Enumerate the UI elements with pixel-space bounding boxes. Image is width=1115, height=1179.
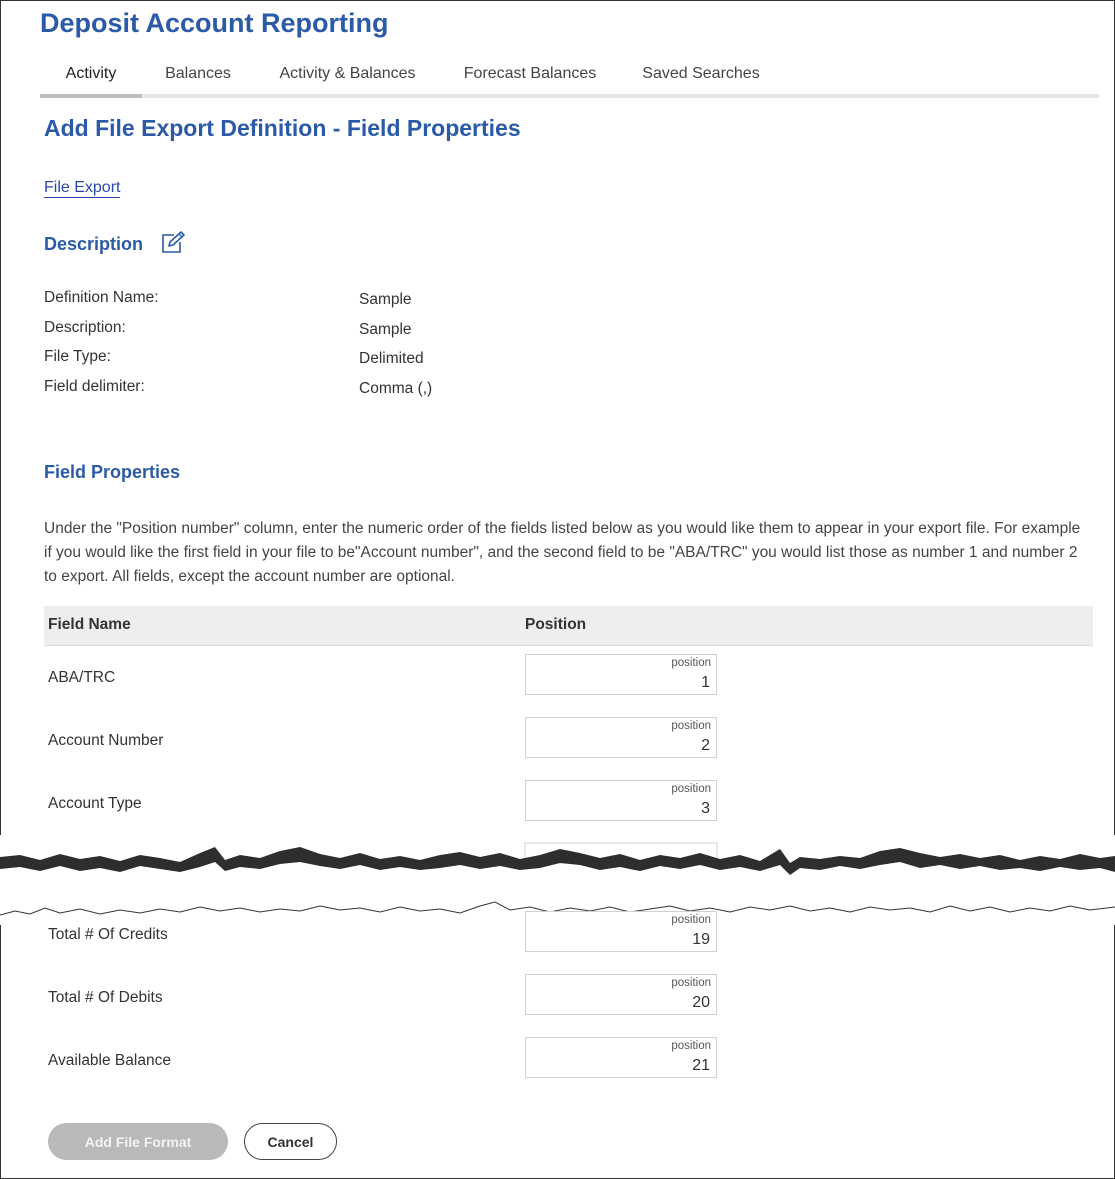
description-value: Sample: [359, 321, 412, 338]
page-title: Add File Export Definition - Field Properties: [44, 115, 521, 141]
app-title: Deposit Account Reporting: [40, 8, 389, 38]
description-label: Description:: [44, 319, 126, 336]
tab-activity[interactable]: Activity: [65, 65, 117, 82]
table-header: [44, 606, 1093, 646]
field-properties-heading: Field Properties: [44, 462, 181, 482]
tab-balances[interactable]: Balances: [165, 65, 231, 82]
add-file-format-button[interactable]: Add File Format: [48, 1123, 228, 1160]
position-caption: position: [671, 720, 711, 732]
position-value: 19: [692, 931, 710, 948]
row-label-total-credits: Total # Of Credits: [48, 926, 168, 943]
row-label-available-balance: Available Balance: [48, 1052, 171, 1069]
position-value: 21: [692, 1057, 710, 1074]
tab-forecast-balances[interactable]: Forecast Balances: [463, 65, 597, 82]
tab-activity-balances[interactable]: Activity & Balances: [279, 65, 416, 82]
breadcrumb-file-export[interactable]: File Export: [44, 179, 121, 196]
position-input-available-balance[interactable]: [525, 1037, 717, 1078]
edit-icon[interactable]: [160, 231, 186, 255]
field-delimiter-label: Field delimiter:: [44, 378, 145, 395]
position-value: 2: [701, 737, 710, 754]
row-label-account-number: Account Number: [48, 732, 164, 749]
field-delimiter-value: Comma (,): [359, 380, 433, 397]
column-header-field-name: Field Name: [48, 616, 131, 633]
tab-saved-searches[interactable]: Saved Searches: [642, 65, 760, 82]
position-input-total-credits[interactable]: [525, 911, 717, 952]
row-label-account-type: Account Type: [48, 795, 142, 812]
row-label-aba-trc: ABA/TRC: [48, 669, 116, 686]
definition-name-label: Definition Name:: [44, 289, 159, 306]
tab-bar: [40, 58, 1099, 98]
position-input-aba-trc[interactable]: [525, 654, 717, 695]
position-input-total-debits[interactable]: [525, 974, 717, 1015]
position-value: 20: [692, 994, 710, 1011]
active-tab-indicator: [40, 94, 142, 98]
definition-name-value: Sample: [359, 291, 412, 308]
position-caption: position: [671, 657, 711, 669]
cancel-button[interactable]: Cancel: [244, 1123, 337, 1160]
position-value: 3: [701, 800, 710, 817]
column-header-position: Position: [525, 616, 587, 633]
field-properties-instructions: Under the "Position number" column, enter the numeric order of the fields listed below as you would like them to appear in your export file. For example if you would like the first field in your file to be"Account number", and the second field to be "ABA/TRC" you would list those as number 1 and number 2 to export. All fields, except the account number are optional.: [44, 520, 1081, 585]
file-type-value: Delimited: [359, 350, 424, 367]
position-caption: position: [671, 1040, 711, 1052]
row-label-total-debits: Total # Of Debits: [48, 989, 163, 1006]
position-caption: position: [671, 783, 711, 795]
position-input-account-number[interactable]: [525, 717, 717, 758]
file-type-label: File Type:: [44, 348, 111, 365]
description-heading: Description: [44, 234, 144, 254]
position-caption: position: [671, 977, 711, 989]
position-value: 1: [701, 674, 710, 691]
position-caption: position: [671, 914, 711, 926]
position-input-account-type[interactable]: [525, 780, 717, 821]
